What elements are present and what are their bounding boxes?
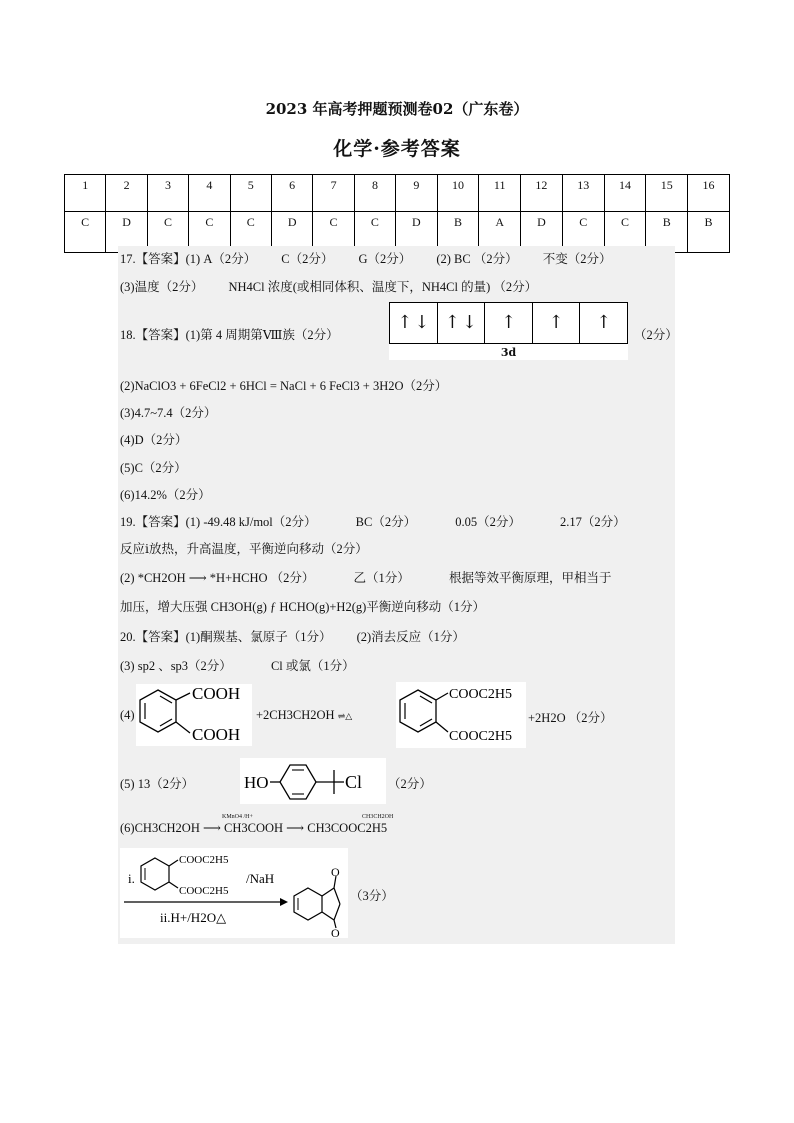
q18-line3: (3)4.7~7.4（2分） [120,406,217,420]
q19-line2: 反应ⅰ放热，升高温度，平衡逆向移动（2分） [120,542,368,556]
reaction-arrow-icon [280,898,288,906]
spin-down-arrow-icon: ↓ [414,312,430,333]
q20-ethanol-term [256,708,352,723]
q17-part5: 不变（2分） [542,252,612,266]
question-number-cell: 4 [189,175,230,212]
answer-table [64,174,730,253]
question-number-cell: 3 [147,175,188,212]
q20-part6: (5) 13（2分） [120,777,194,791]
q18-line2: (2)NaClO3 + 6FeCl2 + 6HCl = NaCl + 6 FeCl3 + 3H2O（2分） [120,379,448,393]
spin-up-arrow-icon: ↑ [397,312,413,333]
q17-line2 [120,277,537,295]
diethyl-phthalate-structure [396,682,526,748]
cooet-label-reagent-bottom: COOC2H5 [179,885,229,897]
diethyl-phthalate-svg [396,682,526,748]
q17-part3: G（2分） [358,252,412,266]
question-number-cell: 14 [604,175,646,212]
cl-label: Cl [345,772,363,792]
indanedione-synthesis-svg [120,848,348,938]
answer-cell: D [271,212,312,253]
answer-cell: B [688,212,730,253]
question-number-cell: 5 [230,175,271,212]
q20-part4: Cl 或氯（1分） [270,659,355,673]
question-number-cell: 8 [354,175,395,212]
q20-part2: (2)消去反应（1分） [356,630,465,644]
cooh-label-top: COOH [192,684,241,703]
question-number-cell: 6 [271,175,312,212]
answer-cell: D [521,212,563,253]
q19-part7: 根据等效平衡原理，甲相当于 [448,571,612,585]
q19-part4: 2.17（2分） [559,515,626,529]
cooet-label-bottom: COOC2H5 [449,729,513,744]
question-number-cell: 15 [646,175,688,212]
q17-part2: C（2分） [281,252,334,266]
answer-cell: B [437,212,479,253]
reagent-2: CH3CH2OH [362,814,394,820]
q20-part3: (3) sp2 、sp3（2分） [120,659,232,673]
q17-line1 [120,249,612,267]
question-number-cell: 11 [479,175,521,212]
answer-cell: D [106,212,147,253]
answer-cell: C [354,212,395,253]
answer-cell: C [189,212,230,253]
q20-water-term: +2H2O （2分） [528,711,613,725]
step-ii-label: ii.H+/H2O△ [160,910,227,925]
q17-part6: (3)温度（2分） [120,280,204,294]
q18-line4: (4)D（2分） [120,433,188,447]
question-number-cell: 16 [688,175,730,212]
orbital-box [533,303,581,343]
ketone-o-top: O [331,865,340,879]
spin-up-arrow-icon: ↑ [444,312,460,333]
ketone-o-bottom: O [331,926,340,938]
q20-part7-route: (6)CH3CH2OH ⟶ CH3COOH ⟶ CH3COOC2H5 [120,821,388,835]
q17-part4: (2) BC （2分） [436,252,518,266]
answer-cell: C [65,212,106,253]
answer-cell: C [313,212,354,253]
q20-final-score: （3分） [350,889,394,903]
q19-part3: 0.05（2分） [455,515,521,529]
cooh-label-bottom: COOH [192,725,241,744]
question-number-cell: 2 [106,175,147,212]
answer-cell: C [147,212,188,253]
answer-cell: C [562,212,604,253]
spin-up-arrow-icon: ↑ [500,312,517,333]
orbital-score: （2分） [634,328,678,342]
q19-line1 [120,512,626,530]
orbital-box [580,303,627,343]
question-number-cell: 10 [437,175,479,212]
cooet-label-reagent-top: COOC2H5 [179,854,229,866]
page-title: 2023 年高考押题预测卷02（广东卷） [265,100,529,118]
q20-line1 [120,627,465,645]
q19-line3 [120,568,611,586]
q18-line5: (5)C（2分） [120,461,187,475]
q19-part2: BC（2分） [355,515,417,529]
step-i-label: i. [128,871,135,886]
phthalic-acid-structure [136,684,252,746]
orbital-diagram-3d [389,302,628,360]
q17-part1: 17.【答案】(1) A（2分） [120,252,257,266]
question-number-cell: 12 [521,175,563,212]
q20-part5-label: (4) [120,708,135,722]
answer-table-number-row [65,175,730,212]
q18-line6: (6)14.2%（2分） [120,488,211,502]
ho-label: HO [244,773,269,792]
q19-part1: 19.【答案】(1) -49.48 kJ/mol（2分） [120,515,317,529]
answer-cell: C [604,212,646,253]
spin-down-arrow-icon: ↓ [461,312,477,333]
question-number-cell: 9 [396,175,437,212]
orbital-label: 3d [500,346,517,359]
q19-part6: 乙（1分） [353,571,410,585]
answer-cell: A [479,212,521,253]
answer-cell: C [230,212,271,253]
indanedione-synthesis [120,848,348,938]
spin-up-arrow-icon: ↑ [548,312,564,333]
q19-part5: (2) *CH2OH ⟶ *H+HCHO （2分） [120,571,315,585]
reagent-1: KMnO4 /H+ [222,814,253,820]
page-subtitle: 化学·参考答案 [333,138,461,160]
answer-cell: D [396,212,437,253]
q20-part1: 20.【答案】(1)酮羰基、氯原子（1分） [120,630,332,644]
chlorophenol-structure [240,758,386,804]
nah-label: /NaH [246,871,275,886]
question-number-cell: 1 [65,175,106,212]
question-number-cell: 13 [562,175,604,212]
orbital-box [485,303,533,343]
q18-line1: 18.【答案】(1)第 4 周期第Ⅷ族（2分） [120,328,339,342]
q20-part6-score: （2分） [388,777,432,791]
q17-part7: NH4Cl 浓度(或相同体积、温度下，NH4Cl 的量) （2分） [228,280,538,294]
question-number-cell: 7 [313,175,354,212]
q19-line4: 加压，增大压强 CH3OH(g) ƒ HCHO(g)+H2(g)平衡逆向移动（1分） [120,600,486,614]
answer-cell: B [646,212,688,253]
spin-up-arrow-icon: ↑ [596,312,612,333]
ethanol-text: +2CH3CH2OH [256,708,335,722]
q20-line2 [120,656,355,674]
equilibrium-arrow-icon: ⇌△ [337,711,353,721]
orbital-box [390,303,438,343]
phthalic-acid-svg [136,684,252,746]
orbital-box [438,303,486,343]
cooet-label-top: COOC2H5 [449,687,513,702]
chlorophenol-svg [240,758,386,804]
